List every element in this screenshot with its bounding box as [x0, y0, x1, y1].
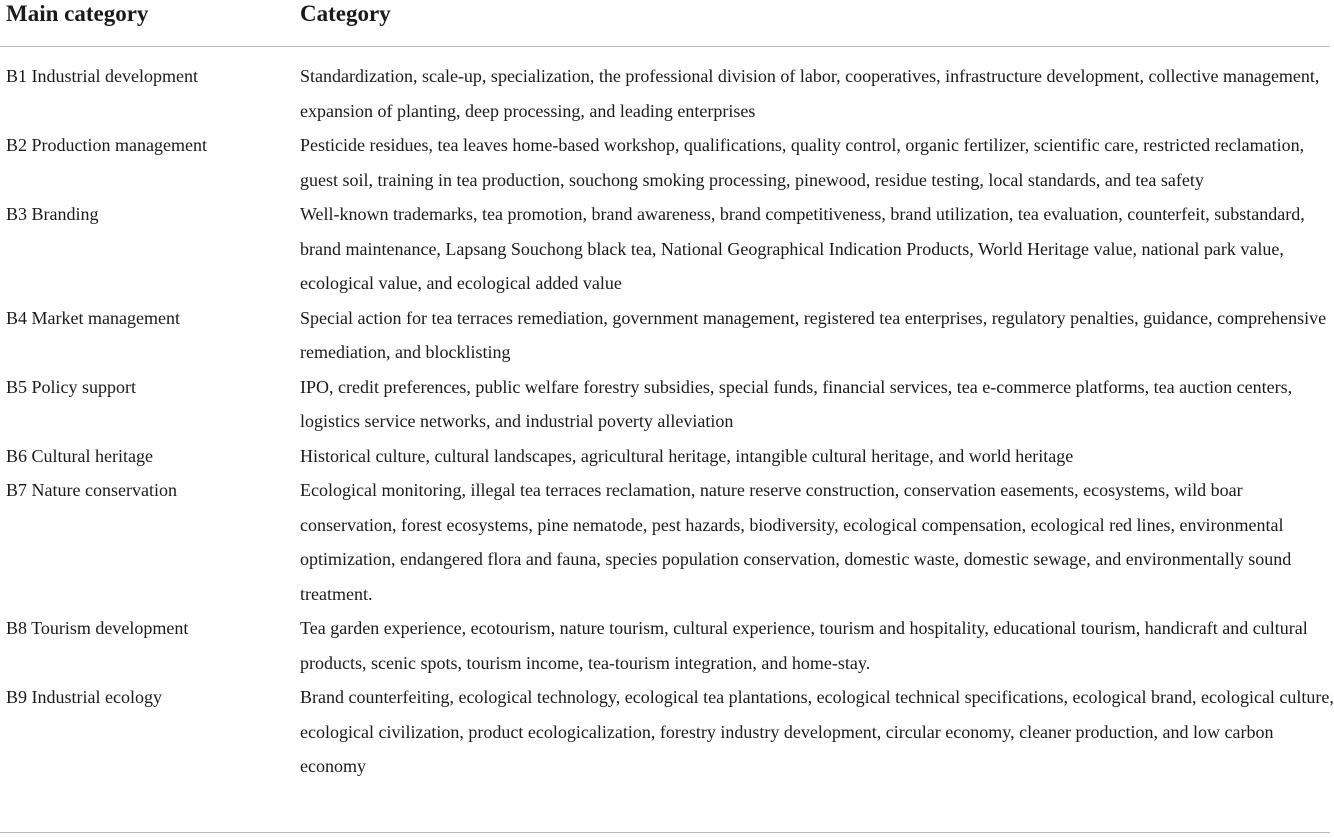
main-category-cell: B5 Policy support: [6, 376, 137, 397]
table-row: [0, 128, 1334, 197]
main-category-cell: B4 Market management: [6, 307, 180, 328]
table-row: [0, 197, 1334, 301]
table-row: [0, 611, 1334, 680]
main-category-cell: B7 Nature conservation: [6, 480, 177, 500]
main-category-cell: B1 Industrial development: [6, 66, 198, 86]
main-category-cell: B8 Tourism development: [6, 618, 189, 638]
table-row: [0, 59, 1334, 128]
table-row: [0, 473, 1334, 611]
table-header: [0, 0, 1334, 46]
category-cell: Special action for tea terraces remediation, government management, registered tea enterprises, regulatory penalties, guidance, comprehensive remediation, and blocklisting: [300, 307, 1327, 362]
main-category-cell: B6 Cultural heritage: [6, 445, 153, 466]
category-cell: Standardization, scale-up, specialization, the professional division of labor, cooperatives, infrastructure development, collective management, expansion of planting, deep processing, and leading enterprises: [300, 66, 1320, 121]
table-body: [0, 59, 1334, 784]
category-cell: Brand counterfeiting, ecological technology, ecological tea plantations, ecological technical specifications, ecological brand, ecological culture, ecological civilization, product ecologicalization, forestry industry development, circular economy, cleaner production, and low carbon economy: [300, 687, 1334, 776]
table-row: [0, 370, 1334, 439]
category-cell: IPO, credit preferences, public welfare forestry subsidies, special funds, financial services, tea e-commerce platforms, tea auction centers, logistics service networks, and industrial poverty alleviation: [300, 376, 1293, 431]
header-category: Category: [300, 1, 391, 26]
main-category-cell: B3 Branding: [6, 204, 99, 224]
category-cell: Pesticide residues, tea leaves home-based workshop, qualifications, quality control, organic fertilizer, scientific care, restricted reclamation, guest soil, training in tea production, souchong smoking processing, pinewood, residue testing, local standards, and tea safety: [300, 135, 1305, 190]
category-cell: Ecological monitoring, illegal tea terraces reclamation, nature reserve construction, conservation easements, ecosystems, wild boar conservation, forest ecosystems, pine nematode, pest hazards, biodiversity, ecological compensation, ecological red lines, environmental optimization, endangered flora and fauna, species population conservation, domestic waste, domestic sewage, and environmentally sound treatment.: [300, 480, 1292, 604]
table-row: [0, 301, 1334, 370]
table-bottom-rule: [0, 832, 1330, 833]
category-cell: Historical culture, cultural landscapes, agricultural heritage, intangible cultural heritage, and world heritage: [300, 445, 1074, 466]
table-row: [0, 680, 1334, 784]
table-row: [0, 439, 1334, 474]
main-category-cell: B2 Production management: [6, 135, 207, 155]
header-main-category: Main category: [6, 1, 149, 26]
main-category-cell: B9 Industrial ecology: [6, 687, 162, 707]
header-divider: [0, 46, 1330, 47]
category-cell: Well-known trademarks, tea promotion, brand awareness, brand competitiveness, brand utilization, tea evaluation, counterfeit, substandard, brand maintenance, Lapsang Souchong black tea, National Geographical Indication Products, World Heritage value, national park value, ecological value, and ecological added value: [300, 204, 1305, 293]
category-cell: Tea garden experience, ecotourism, nature tourism, cultural experience, tourism and hospitality, educational tourism, handicraft and cultural products, scenic spots, tourism income, tea-tourism integration, and home-stay.: [300, 618, 1308, 673]
